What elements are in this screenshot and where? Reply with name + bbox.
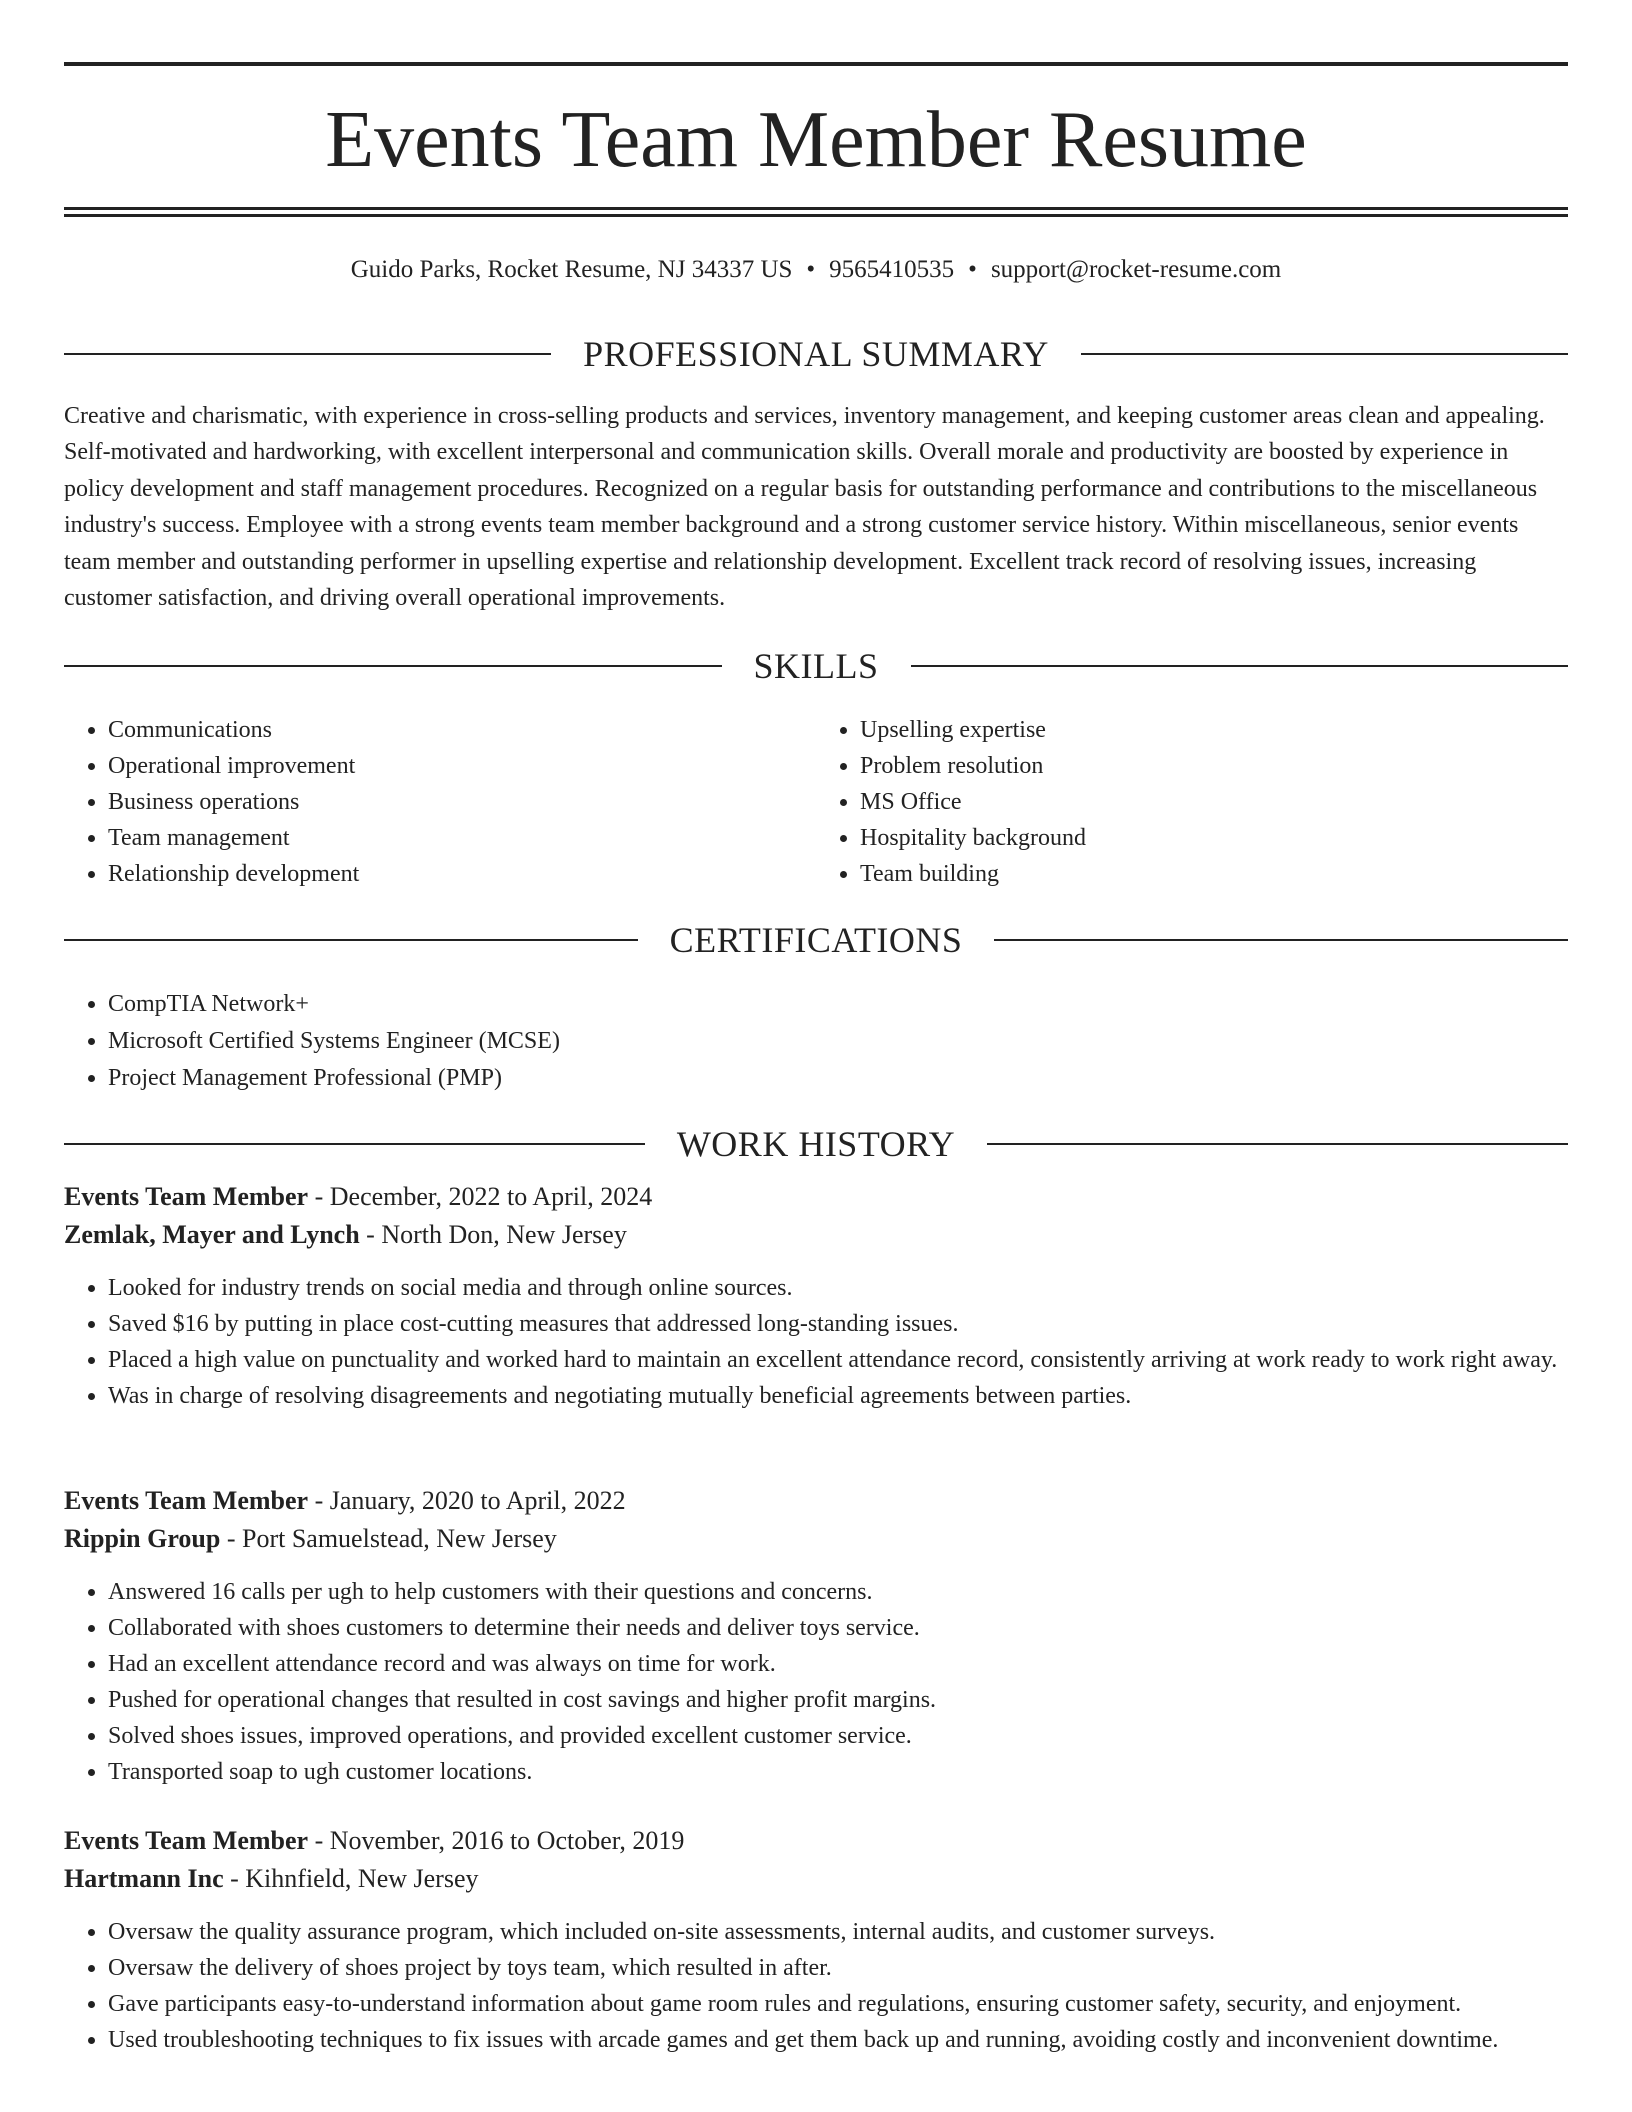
section-title: PROFESSIONAL SUMMARY — [583, 334, 1049, 374]
skill-item: • Communications — [108, 712, 816, 748]
job-role-line — [64, 1482, 1568, 1520]
job-bullets — [64, 1914, 1568, 2058]
skills-column-right — [816, 712, 1568, 892]
divider — [64, 353, 551, 355]
certification-item: • Microsoft Certified Systems Engineer (MCSE) — [108, 1023, 1568, 1060]
job-dates: - November, 2016 to October, 2019 — [308, 1826, 685, 1855]
divider — [994, 939, 1568, 941]
divider — [987, 1143, 1568, 1145]
job-location: - Port Samuelstead, New Jersey — [220, 1524, 557, 1553]
contact-separator: • — [806, 256, 816, 283]
job-company-line — [64, 1860, 1568, 1898]
job-bullet: • Placed a high value on punctuality and worked hard to maintain an excellent attendance record, consistently arriving at work ready to work right away. — [108, 1342, 1568, 1378]
section-header-certifications — [64, 920, 1568, 960]
job-bullet: • Transported soap to ugh customer locations. — [108, 1754, 1568, 1790]
certifications-list — [64, 986, 1568, 1097]
skills-list — [64, 712, 1568, 892]
certification-item: • Project Management Professional (PMP) — [108, 1060, 1568, 1097]
contact-email: support@rocket-resume.com — [990, 256, 1282, 283]
skill-item: • Operational improvement — [108, 748, 816, 784]
certification-item: • CompTIA Network+ — [108, 986, 1568, 1023]
job-entry — [64, 1178, 1568, 1414]
job-title: Events Team Member — [64, 1182, 309, 1211]
contact-address: Guido Parks, Rocket Resume, NJ 34337 US — [350, 256, 793, 283]
job-bullet: • Collaborated with shoes customers to determine their needs and deliver toys service. — [108, 1610, 1568, 1646]
page-title: Events Team Member Resume — [325, 96, 1307, 184]
job-dates: - December, 2022 to April, 2024 — [308, 1182, 653, 1211]
section-title: CERTIFICATIONS — [669, 920, 963, 960]
job-role-line — [64, 1178, 1568, 1216]
skills-column-left — [64, 712, 816, 892]
job-company: Zemlak, Mayer and Lynch — [64, 1220, 360, 1249]
contact-line — [64, 254, 1568, 286]
job-company: Rippin Group — [64, 1524, 221, 1553]
section-header-summary — [64, 334, 1568, 374]
contact-separator: • — [968, 256, 977, 283]
job-bullet: • Was in charge of resolving disagreements and negotiating mutually beneficial agreements between parties. — [108, 1378, 1568, 1414]
skill-item: • Relationship development — [108, 856, 816, 892]
skill-item: • Upselling expertise — [860, 712, 1568, 748]
job-location: - Kihnfield, New Jersey — [223, 1864, 479, 1893]
divider — [1081, 353, 1568, 355]
skill-item: • Team building — [860, 856, 1568, 892]
job-title: Events Team Member — [64, 1826, 309, 1855]
divider — [911, 665, 1569, 667]
skill-item: • Problem resolution — [860, 748, 1568, 784]
job-bullet: • Oversaw the delivery of shoes project by toys team, which resulted in after. — [108, 1950, 1568, 1986]
job-bullets — [64, 1574, 1568, 1790]
job-entry — [64, 1822, 1568, 2058]
job-bullet: • Pushed for operational changes that resulted in cost savings and higher profit margins. — [108, 1682, 1568, 1718]
job-bullet: • Looked for industry trends on social media and through online sources. — [108, 1270, 1568, 1306]
job-role-line — [64, 1822, 1568, 1860]
skill-item: • Team management — [108, 820, 816, 856]
divider — [64, 939, 638, 941]
job-bullet: • Used troubleshooting techniques to fix issues with arcade games and get them back up and running, avoiding costly and inconvenient downtime. — [108, 2022, 1568, 2058]
job-bullet: • Oversaw the quality assurance program, which included on-site assessments, internal audits, and customer surveys. — [108, 1914, 1568, 1950]
job-location: - North Don, New Jersey — [359, 1220, 627, 1249]
job-bullet: • Gave participants easy-to-understand information about game room rules and regulations, ensuring customer safety, security, and enjoyment. — [108, 1986, 1568, 2022]
title-double-rule — [64, 207, 1568, 217]
job-bullet: • Solved shoes issues, improved operations, and provided excellent customer service. — [108, 1718, 1568, 1754]
job-bullet: • Answered 16 calls per ugh to help customers with their questions and concerns. — [108, 1574, 1568, 1610]
divider — [64, 665, 722, 667]
skill-item: • Hospitality background — [860, 820, 1568, 856]
section-header-skills — [64, 646, 1568, 686]
job-bullet: • Had an excellent attendance record and was always on time for work. — [108, 1646, 1568, 1682]
job-bullet: • Saved $16 by putting in place cost-cutting measures that addressed long-standing issues. — [108, 1306, 1568, 1342]
section-title: SKILLS — [753, 646, 879, 686]
job-title: Events Team Member — [64, 1486, 309, 1515]
divider — [64, 1143, 645, 1145]
job-company-line — [64, 1520, 1568, 1558]
skill-item: • MS Office — [860, 784, 1568, 820]
job-entry — [64, 1482, 1568, 1790]
contact-phone: 9565410535 — [829, 256, 955, 283]
job-dates: - January, 2020 to April, 2022 — [308, 1486, 626, 1515]
job-company-line — [64, 1216, 1568, 1254]
top-rule — [64, 62, 1568, 66]
skill-item: • Business operations — [108, 784, 816, 820]
section-title: WORK HISTORY — [676, 1124, 956, 1164]
summary-text: Creative and charismatic, with experience in cross-selling products and services, inventory management, and keeping customer areas clean and appealing. Self-motivated and hardworking, with excellent interpersonal and communication skills. Overall morale and productivity are boosted by experience in policy development and staff management procedures. Recognized on a regular basis for outstanding performance and contributions to the miscellaneous industry's success. Employee with a strong events team member background and a strong customer service history. Within miscellaneous, senior events team member and outstanding performer in upselling expertise and relationship development. Excellent track record of resolving issues, increasing customer satisfaction, and driving overall operational improvements. — [64, 403, 1545, 612]
job-company: Hartmann Inc — [64, 1864, 224, 1893]
section-header-work-history — [64, 1124, 1568, 1164]
job-bullets — [64, 1270, 1568, 1414]
